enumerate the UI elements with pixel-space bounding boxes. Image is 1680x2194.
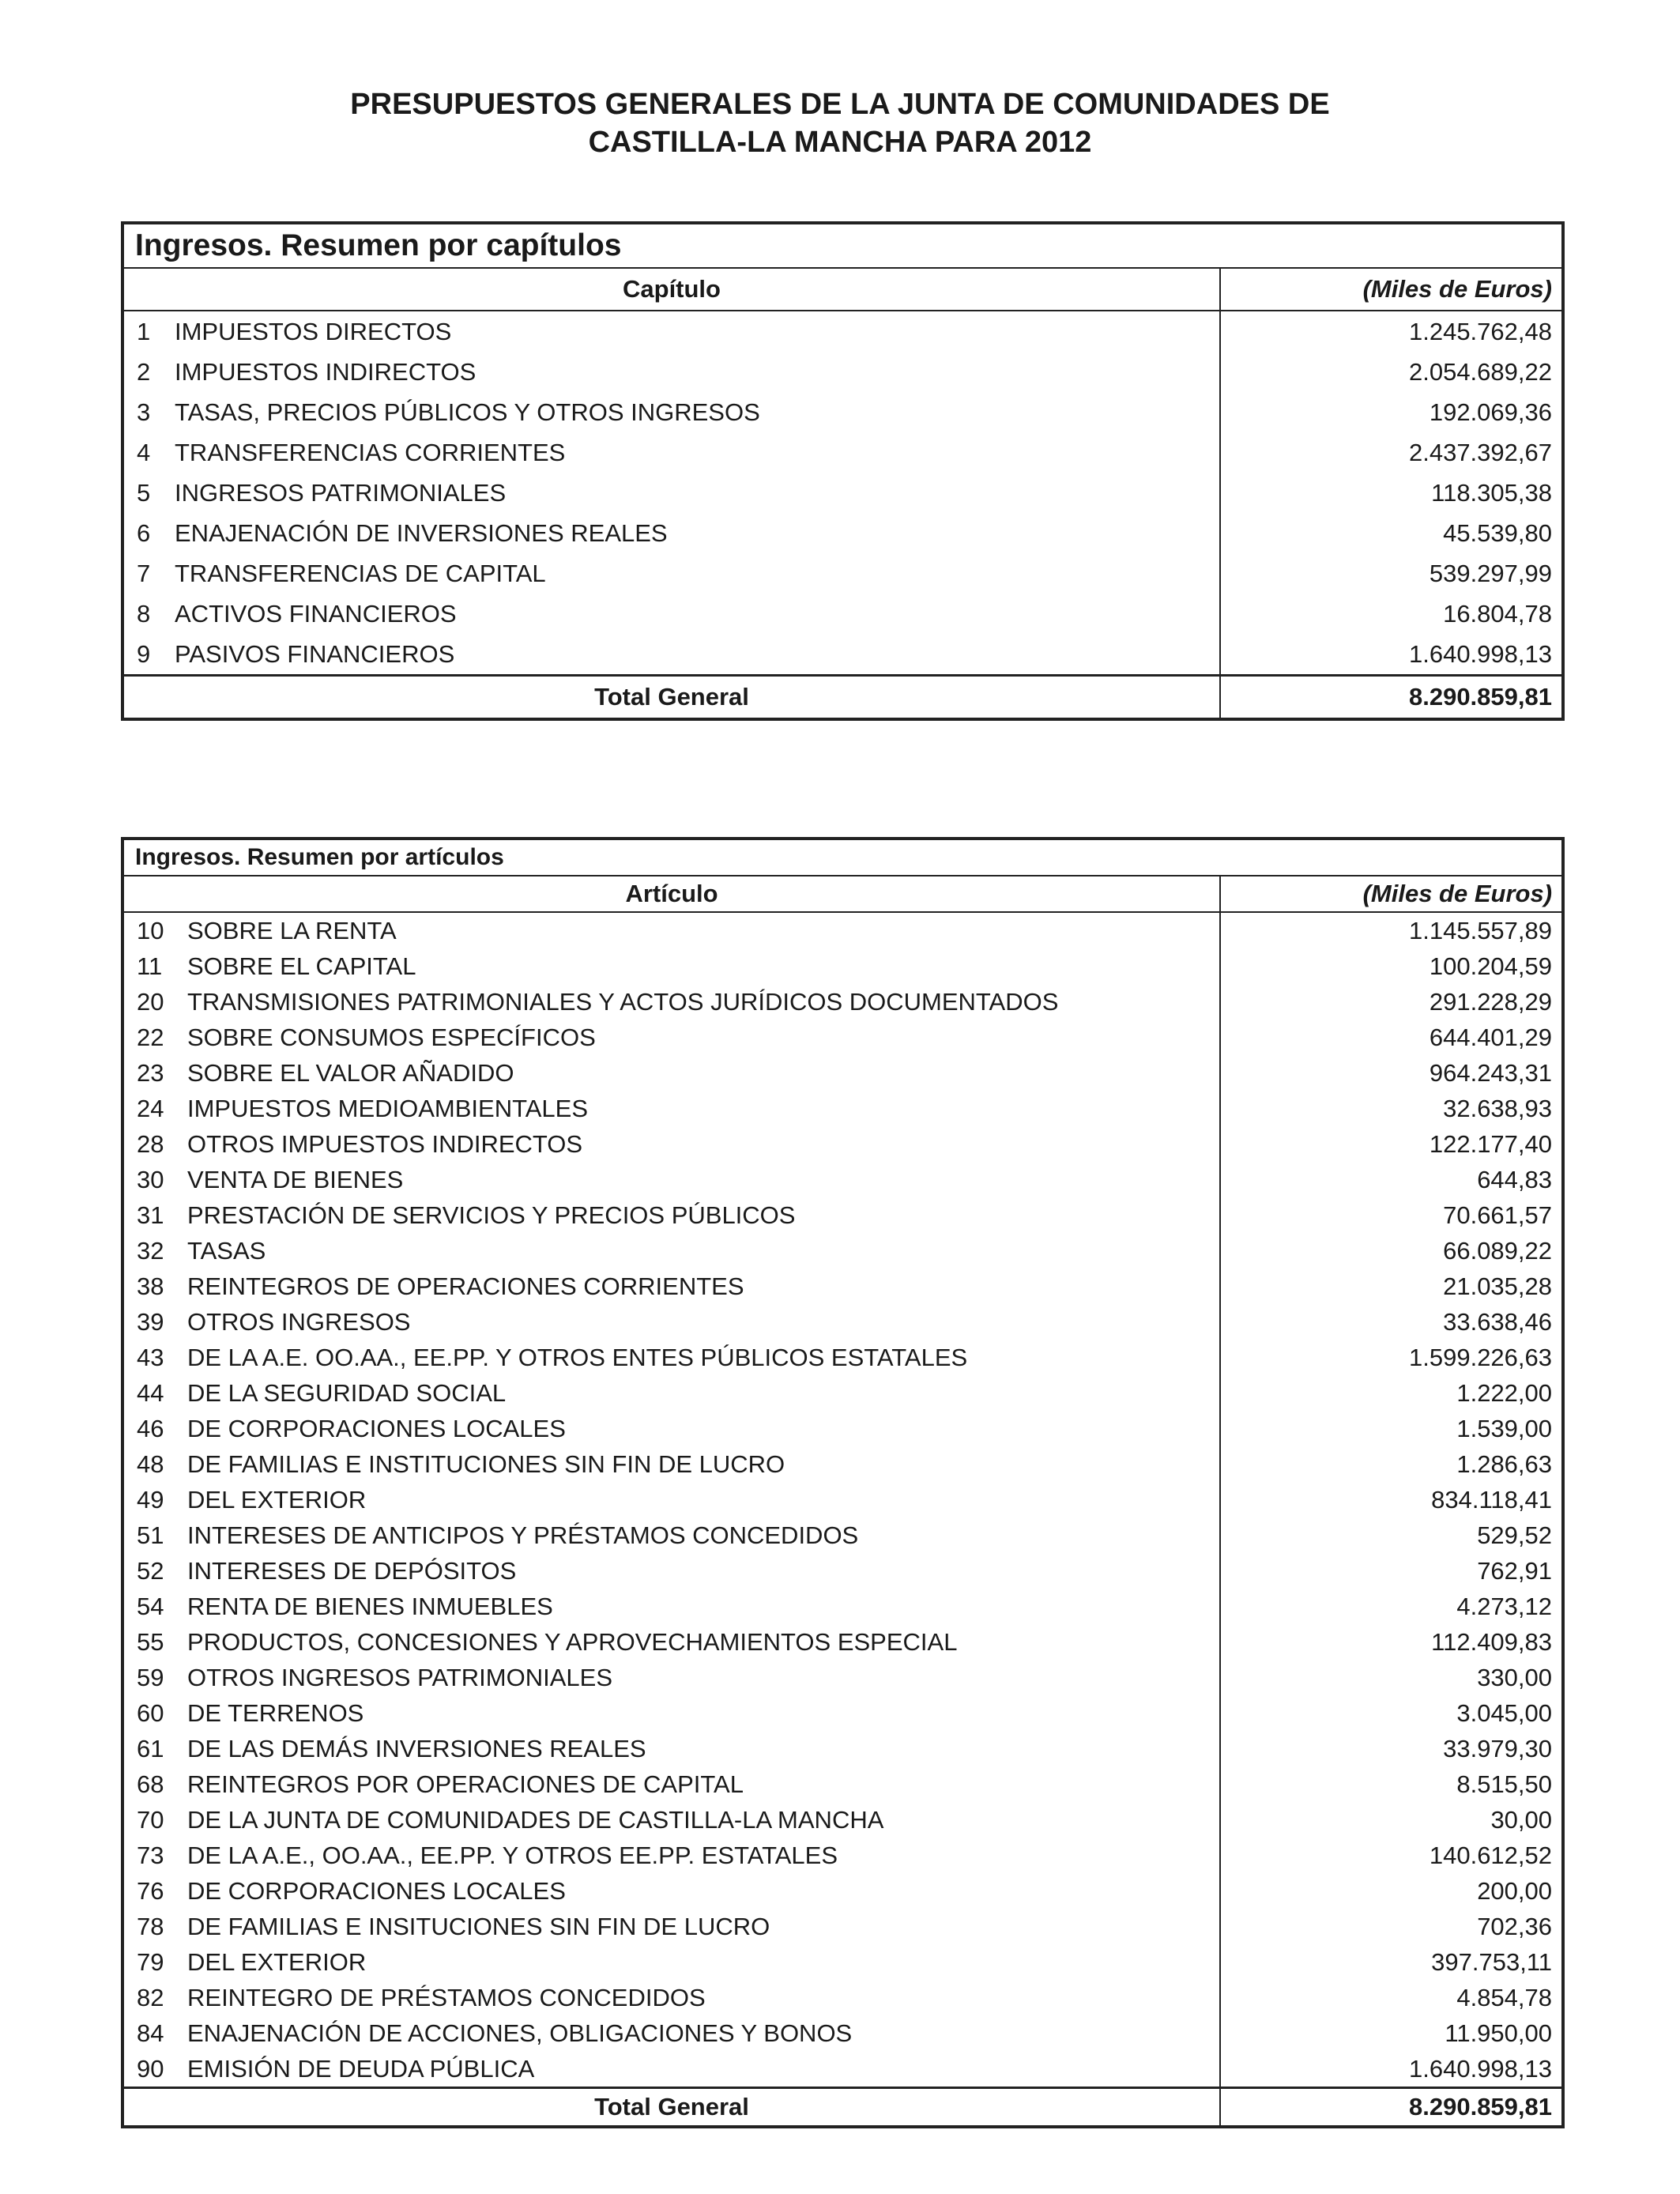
row-name: TRANSFERENCIAS CORRIENTES bbox=[175, 438, 566, 466]
row-label-cell bbox=[122, 1944, 1220, 1980]
row-name: TASAS bbox=[187, 1236, 266, 1265]
row-code: 2 bbox=[137, 357, 151, 386]
table-row bbox=[122, 1269, 1563, 1304]
table-row bbox=[122, 2051, 1563, 2088]
row-amount: 702,36 bbox=[1477, 1912, 1553, 1940]
row-amount: 644.401,29 bbox=[1429, 1023, 1553, 1051]
table-row bbox=[122, 1589, 1563, 1624]
capitulos-table bbox=[121, 221, 1565, 721]
row-code: 73 bbox=[137, 1841, 164, 1869]
row-name: DEL EXTERIOR bbox=[187, 1947, 367, 1976]
table-row bbox=[122, 1340, 1563, 1375]
row-code: 54 bbox=[137, 1592, 164, 1620]
row-amount: 1.640.998,13 bbox=[1409, 2054, 1553, 2083]
total-row bbox=[122, 2088, 1563, 2128]
row-code: 48 bbox=[137, 1449, 164, 1478]
row-code: 70 bbox=[137, 1805, 164, 1834]
total-amount: 8.290.859,81 bbox=[1220, 676, 1563, 720]
row-label-cell bbox=[122, 392, 1220, 432]
row-code: 52 bbox=[137, 1556, 164, 1585]
table-row bbox=[122, 1126, 1563, 1162]
row-code: 46 bbox=[137, 1414, 164, 1442]
row-name: OTROS INGRESOS PATRIMONIALES bbox=[187, 1663, 612, 1691]
row-name: SOBRE EL CAPITAL bbox=[187, 952, 416, 980]
row-label-cell bbox=[122, 634, 1220, 676]
table-row bbox=[122, 1909, 1563, 1944]
row-amount: 529,52 bbox=[1477, 1521, 1553, 1549]
row-name: RENTA DE BIENES INMUEBLES bbox=[187, 1592, 553, 1620]
row-name: VENTA DE BIENES bbox=[187, 1165, 404, 1193]
row-name: DE LA A.E., OO.AA., EE.PP. Y OTROS EE.PP. ESTATALES bbox=[187, 1841, 838, 1869]
table-row bbox=[122, 1162, 1563, 1197]
row-label-cell bbox=[122, 1517, 1220, 1553]
row-code: 39 bbox=[137, 1307, 164, 1336]
capitulos-header-row bbox=[122, 268, 1563, 311]
row-name: DE LA SEGURIDAD SOCIAL bbox=[187, 1378, 507, 1407]
row-amount: 1.222,00 bbox=[1456, 1378, 1553, 1407]
row-name: DE CORPORACIONES LOCALES bbox=[187, 1876, 566, 1905]
row-label-cell bbox=[122, 352, 1220, 392]
row-name: IMPUESTOS INDIRECTOS bbox=[175, 357, 477, 386]
table-row bbox=[122, 1944, 1563, 1980]
row-amount: 33.638,46 bbox=[1443, 1307, 1553, 1336]
table-row bbox=[122, 1517, 1563, 1553]
total-label: Total General bbox=[122, 2088, 1220, 2128]
row-label-cell bbox=[122, 473, 1220, 513]
row-label-cell bbox=[122, 594, 1220, 634]
row-amount: 2.437.392,67 bbox=[1408, 438, 1552, 466]
row-amount: 45.539,80 bbox=[1443, 518, 1552, 547]
row-code: 78 bbox=[137, 1912, 164, 1940]
row-code: 55 bbox=[137, 1627, 164, 1656]
table-row bbox=[122, 1197, 1563, 1233]
row-code: 32 bbox=[137, 1236, 164, 1265]
row-amount: 122.177,40 bbox=[1429, 1129, 1553, 1158]
table-row bbox=[122, 1411, 1563, 1446]
row-name: PASIVOS FINANCIEROS bbox=[175, 639, 455, 668]
row-name: DE LA A.E. OO.AA., EE.PP. Y OTROS ENTES PÚBLICOS ESTATALES bbox=[187, 1343, 968, 1371]
row-name: ENAJENACIÓN DE ACCIONES, OBLIGACIONES Y BONOS bbox=[187, 2019, 853, 2047]
capitulos-col-amount: (Miles de Euros) bbox=[1220, 268, 1563, 311]
row-name: TRANSFERENCIAS DE CAPITAL bbox=[175, 559, 546, 587]
table-row bbox=[122, 1553, 1563, 1589]
row-amount: 1.640.998,13 bbox=[1408, 639, 1552, 668]
row-code: 30 bbox=[137, 1165, 164, 1193]
row-code: 76 bbox=[137, 1876, 164, 1905]
row-name: ENAJENACIÓN DE INVERSIONES REALES bbox=[175, 518, 668, 547]
row-label-cell bbox=[122, 1375, 1220, 1411]
row-amount: 539.297,99 bbox=[1429, 559, 1552, 587]
row-amount: 762,91 bbox=[1477, 1556, 1553, 1585]
row-label-cell bbox=[122, 1304, 1220, 1340]
table-row bbox=[122, 1482, 1563, 1517]
row-name: IMPUESTOS MEDIOAMBIENTALES bbox=[187, 1094, 589, 1122]
row-code: 38 bbox=[137, 1272, 164, 1300]
row-label-cell bbox=[122, 513, 1220, 553]
row-amount: 397.753,11 bbox=[1431, 1947, 1553, 1976]
row-label-cell bbox=[122, 1233, 1220, 1269]
row-amount: 644,83 bbox=[1477, 1165, 1553, 1193]
row-name: TASAS, PRECIOS PÚBLICOS Y OTROS INGRESOS bbox=[175, 398, 760, 426]
row-amount: 1.245.762,48 bbox=[1408, 317, 1552, 345]
row-label-cell bbox=[122, 1909, 1220, 1944]
row-code: 24 bbox=[137, 1094, 164, 1122]
table-row bbox=[122, 352, 1563, 392]
row-amount: 30,00 bbox=[1490, 1805, 1553, 1834]
row-code: 43 bbox=[137, 1343, 164, 1371]
row-name: SOBRE EL VALOR AÑADIDO bbox=[187, 1058, 514, 1087]
row-amount: 1.145.557,89 bbox=[1409, 916, 1553, 944]
row-code: 68 bbox=[137, 1770, 164, 1798]
row-code: 44 bbox=[137, 1378, 164, 1407]
row-amount: 66.089,22 bbox=[1443, 1236, 1553, 1265]
row-name: INTERESES DE ANTICIPOS Y PRÉSTAMOS CONCEDIDOS bbox=[187, 1521, 859, 1549]
row-label-cell bbox=[122, 1624, 1220, 1660]
row-name: INGRESOS PATRIMONIALES bbox=[175, 478, 507, 507]
table-row bbox=[122, 1802, 1563, 1838]
table-row bbox=[122, 594, 1563, 634]
table-row bbox=[122, 1055, 1563, 1091]
row-code: 28 bbox=[137, 1129, 164, 1158]
table-row bbox=[122, 1304, 1563, 1340]
row-name: SOBRE CONSUMOS ESPECÍFICOS bbox=[187, 1023, 596, 1051]
table-row bbox=[122, 1233, 1563, 1269]
row-name: IMPUESTOS DIRECTOS bbox=[175, 317, 452, 345]
row-name: INTERESES DE DEPÓSITOS bbox=[187, 1556, 517, 1585]
table-row bbox=[122, 1695, 1563, 1731]
row-name: TRANSMISIONES PATRIMONIALES Y ACTOS JURÍDICOS DOCUMENTADOS bbox=[187, 987, 1059, 1016]
row-label-cell bbox=[122, 1660, 1220, 1695]
table-row bbox=[122, 553, 1563, 594]
row-label-cell bbox=[122, 1589, 1220, 1624]
capitulos-caption-row bbox=[122, 223, 1563, 268]
row-label-cell bbox=[122, 1802, 1220, 1838]
row-code: 7 bbox=[137, 559, 151, 587]
row-label-cell bbox=[122, 1055, 1220, 1091]
row-amount: 964.243,31 bbox=[1429, 1058, 1553, 1087]
row-label-cell bbox=[122, 1411, 1220, 1446]
row-amount: 200,00 bbox=[1477, 1876, 1553, 1905]
title-line-2: CASTILLA-LA MANCHA PARA 2012 bbox=[588, 126, 1092, 159]
row-amount: 33.979,30 bbox=[1443, 1734, 1553, 1762]
row-name: EMISIÓN DE DEUDA PÚBLICA bbox=[187, 2054, 535, 2083]
row-label-cell bbox=[122, 1553, 1220, 1589]
table-row bbox=[122, 513, 1563, 553]
row-name: DE FAMILIAS E INSTITUCIONES SIN FIN DE LUCRO bbox=[187, 1449, 785, 1478]
row-code: 6 bbox=[137, 518, 151, 547]
row-name: DEL EXTERIOR bbox=[187, 1485, 367, 1514]
table-row bbox=[122, 1980, 1563, 2015]
row-label-cell bbox=[122, 1020, 1220, 1055]
row-amount: 4.273,12 bbox=[1456, 1592, 1553, 1620]
row-code: 60 bbox=[137, 1698, 164, 1727]
row-code: 5 bbox=[137, 478, 151, 507]
row-name: DE LAS DEMÁS INVERSIONES REALES bbox=[187, 1734, 646, 1762]
row-label-cell bbox=[122, 1162, 1220, 1197]
row-amount: 1.599.226,63 bbox=[1409, 1343, 1553, 1371]
row-code: 59 bbox=[137, 1663, 164, 1691]
row-label-cell bbox=[122, 1340, 1220, 1375]
row-amount: 192.069,36 bbox=[1429, 398, 1552, 426]
row-label-cell bbox=[122, 1980, 1220, 2015]
total-row bbox=[122, 676, 1563, 720]
row-label-cell bbox=[122, 1197, 1220, 1233]
row-amount: 1.286,63 bbox=[1456, 1449, 1553, 1478]
row-label-cell bbox=[122, 1731, 1220, 1766]
row-name: DE LA JUNTA DE COMUNIDADES DE CASTILLA-LA MANCHA bbox=[187, 1805, 884, 1834]
table-row bbox=[122, 634, 1563, 676]
row-name: SOBRE LA RENTA bbox=[187, 916, 397, 944]
row-amount: 16.804,78 bbox=[1443, 599, 1552, 628]
total-label: Total General bbox=[122, 676, 1220, 720]
row-amount: 8.515,50 bbox=[1456, 1770, 1553, 1798]
table-row bbox=[122, 2015, 1563, 2051]
row-label-cell bbox=[122, 1873, 1220, 1909]
row-amount: 140.612,52 bbox=[1429, 1841, 1553, 1869]
row-amount: 330,00 bbox=[1477, 1663, 1553, 1691]
row-amount: 112.409,83 bbox=[1431, 1627, 1553, 1656]
row-name: OTROS INGRESOS bbox=[187, 1307, 411, 1336]
row-code: 10 bbox=[137, 916, 164, 944]
row-name: OTROS IMPUESTOS INDIRECTOS bbox=[187, 1129, 583, 1158]
row-label-cell bbox=[122, 984, 1220, 1020]
table-row bbox=[122, 392, 1563, 432]
row-name: REINTEGROS POR OPERACIONES DE CAPITAL bbox=[187, 1770, 744, 1798]
row-amount: 21.035,28 bbox=[1443, 1272, 1553, 1300]
row-label-cell bbox=[122, 1695, 1220, 1731]
table-row bbox=[122, 1375, 1563, 1411]
table-row bbox=[122, 473, 1563, 513]
row-amount: 100.204,59 bbox=[1429, 952, 1553, 980]
row-name: REINTEGROS DE OPERACIONES CORRIENTES bbox=[187, 1272, 744, 1300]
row-code: 84 bbox=[137, 2019, 164, 2047]
row-label-cell bbox=[122, 1482, 1220, 1517]
capitulos-col-label: Capítulo bbox=[122, 268, 1220, 311]
row-code: 4 bbox=[137, 438, 151, 466]
row-label-cell bbox=[122, 2051, 1220, 2088]
row-code: 11 bbox=[137, 952, 163, 980]
row-code: 49 bbox=[137, 1485, 164, 1514]
row-name: DE FAMILIAS E INSITUCIONES SIN FIN DE LUCRO bbox=[187, 1912, 770, 1940]
row-name: ACTIVOS FINANCIEROS bbox=[175, 599, 457, 628]
table-row bbox=[122, 1624, 1563, 1660]
row-code: 51 bbox=[137, 1521, 164, 1549]
row-name: PRESTACIÓN DE SERVICIOS Y PRECIOS PÚBLICOS bbox=[187, 1201, 796, 1229]
total-amount: 8.290.859,81 bbox=[1220, 2088, 1563, 2128]
row-amount: 834.118,41 bbox=[1431, 1485, 1553, 1514]
row-code: 8 bbox=[137, 599, 151, 628]
articulos-table bbox=[121, 837, 1565, 2128]
table-row bbox=[122, 1873, 1563, 1909]
row-code: 82 bbox=[137, 1983, 164, 2011]
table-row bbox=[122, 1446, 1563, 1482]
table-row bbox=[122, 1660, 1563, 1695]
table-row bbox=[122, 912, 1563, 948]
row-label-cell bbox=[122, 1091, 1220, 1126]
table-row bbox=[122, 1838, 1563, 1873]
row-code: 1 bbox=[137, 317, 151, 345]
row-label-cell bbox=[122, 553, 1220, 594]
table-row bbox=[122, 1731, 1563, 1766]
row-label-cell bbox=[122, 1766, 1220, 1802]
table-row bbox=[122, 984, 1563, 1020]
row-label-cell bbox=[122, 1838, 1220, 1873]
row-amount: 2.054.689,22 bbox=[1408, 357, 1552, 386]
row-label-cell bbox=[122, 1446, 1220, 1482]
row-label-cell bbox=[122, 912, 1220, 948]
row-name: REINTEGRO DE PRÉSTAMOS CONCEDIDOS bbox=[187, 1983, 706, 2011]
articulos-caption: Ingresos. Resumen por artículos bbox=[122, 839, 1563, 876]
row-name: PRODUCTOS, CONCESIONES Y APROVECHAMIENTOS ESPECIAL bbox=[187, 1627, 958, 1656]
row-code: 3 bbox=[137, 398, 151, 426]
row-amount: 3.045,00 bbox=[1456, 1698, 1553, 1727]
row-code: 31 bbox=[137, 1201, 164, 1229]
row-label-cell bbox=[122, 2015, 1220, 2051]
row-code: 22 bbox=[137, 1023, 164, 1051]
articulos-header-row bbox=[122, 876, 1563, 912]
row-label-cell bbox=[122, 311, 1220, 352]
row-amount: 11.950,00 bbox=[1445, 2019, 1553, 2047]
row-amount: 1.539,00 bbox=[1456, 1414, 1553, 1442]
row-label-cell bbox=[122, 432, 1220, 473]
title-line-1: PRESUPUESTOS GENERALES DE LA JUNTA DE COMUNIDADES DE bbox=[350, 88, 1330, 121]
articulos-col-amount: (Miles de Euros) bbox=[1220, 876, 1563, 912]
table-row bbox=[122, 948, 1563, 984]
row-code: 61 bbox=[137, 1734, 164, 1762]
table-row bbox=[122, 1766, 1563, 1802]
table-row bbox=[122, 432, 1563, 473]
row-name: DE CORPORACIONES LOCALES bbox=[187, 1414, 566, 1442]
row-label-cell bbox=[122, 1269, 1220, 1304]
row-label-cell bbox=[122, 1126, 1220, 1162]
row-code: 90 bbox=[137, 2054, 164, 2083]
row-amount: 291.228,29 bbox=[1429, 987, 1553, 1016]
page-title bbox=[0, 85, 1680, 161]
table-row bbox=[122, 1091, 1563, 1126]
row-label-cell bbox=[122, 948, 1220, 984]
row-amount: 118.305,38 bbox=[1431, 478, 1552, 507]
table-row bbox=[122, 1020, 1563, 1055]
capitulos-caption: Ingresos. Resumen por capítulos bbox=[122, 223, 1563, 268]
row-code: 79 bbox=[137, 1947, 164, 1976]
row-amount: 4.854,78 bbox=[1456, 1983, 1553, 2011]
row-amount: 70.661,57 bbox=[1443, 1201, 1553, 1229]
row-name: DE TERRENOS bbox=[187, 1698, 364, 1727]
articulos-col-label: Artículo bbox=[122, 876, 1220, 912]
row-code: 20 bbox=[137, 987, 164, 1016]
row-amount: 32.638,93 bbox=[1443, 1094, 1553, 1122]
articulos-caption-row bbox=[122, 839, 1563, 876]
row-code: 9 bbox=[137, 639, 151, 668]
table-row bbox=[122, 311, 1563, 352]
row-code: 23 bbox=[137, 1058, 164, 1087]
